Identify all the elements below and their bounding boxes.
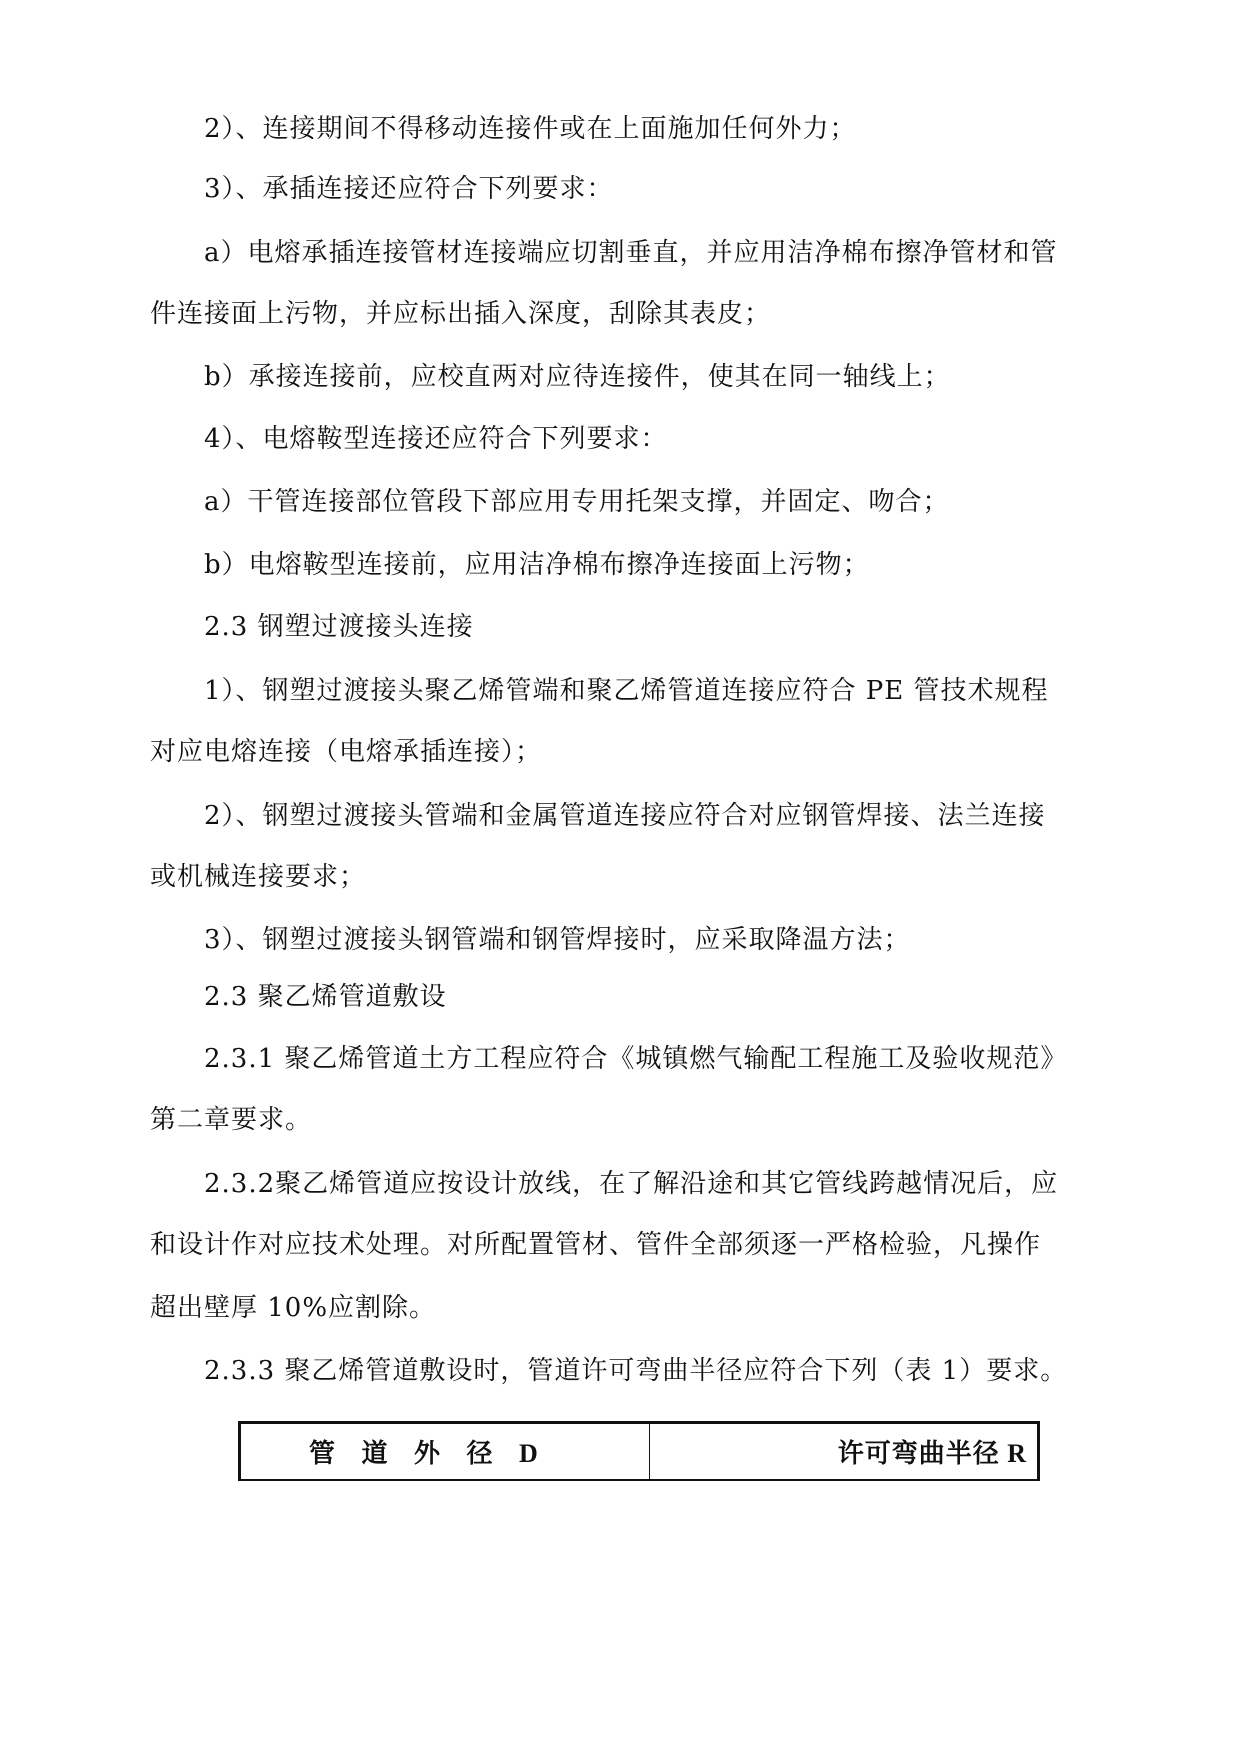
paragraph-line: b）电熔鞍型连接前，应用洁净棉布擦净连接面上污物；	[204, 550, 870, 580]
paragraph-line: b）承接连接前，应校直两对应待连接件，使其在同一轴线上；	[204, 362, 951, 392]
paragraph-line: 2.3.1 聚乙烯管道土方工程应符合《城镇燃气输配工程施工及验收规范》	[204, 1044, 1068, 1074]
paragraph-line: 3）、钢塑过渡接头钢管端和钢管焊接时，应采取降温方法；	[204, 925, 911, 955]
paragraph-line: 超出壁厚 10%应割除。	[150, 1293, 437, 1323]
paragraph-line: 和设计作对应技术处理。对所配置管材、管件全部须逐一严格检验，凡操作	[150, 1230, 1042, 1260]
bend-radius-table	[238, 1421, 1040, 1481]
paragraph-line: 2）、连接期间不得移动连接件或在上面施加任何外力；	[204, 114, 857, 144]
section-heading: 2.3 钢塑过渡接头连接	[204, 612, 474, 642]
paragraph-line: 或机械连接要求；	[150, 862, 367, 892]
paragraph-line: 对应电熔连接（电熔承插连接）；	[150, 737, 543, 767]
paragraph-line: 2.3.3 聚乙烯管道敷设时，管道许可弯曲半径应符合下列（表 1）要求。	[204, 1356, 1068, 1386]
paragraph-line: 件连接面上污物，并应标出插入深度，刮除其表皮；	[150, 299, 772, 329]
paragraph-line: 4）、电熔鞍型连接还应符合下列要求：	[204, 424, 668, 454]
table-header-diameter: 管 道 外 径 D	[241, 1424, 650, 1479]
table-header-bend-radius: 许可弯曲半径 R	[837, 1439, 1027, 1468]
paragraph-line: 1）、钢塑过渡接头聚乙烯管端和聚乙烯管道连接应符合 PE 管技术规程	[204, 676, 1049, 706]
paragraph-line: a）干管连接部位管段下部应用专用托架支撑，并固定、吻合；	[204, 487, 950, 517]
paragraph-line: 2）、钢塑过渡接头管端和金属管道连接应符合对应钢管焊接、法兰连接	[204, 801, 1046, 831]
section-heading: 2.3 聚乙烯管道敷设	[204, 982, 447, 1012]
paragraph-line: 2.3.2聚乙烯管道应按设计放线，在了解沿途和其它管线跨越情况后，应	[204, 1169, 1059, 1199]
paragraph-line: 3）、承插连接还应符合下列要求：	[204, 174, 614, 204]
paragraph-line: 第二章要求。	[150, 1105, 313, 1135]
paragraph-line: a）电熔承插连接管材连接端应切割垂直，并应用洁净棉布擦净管材和管	[204, 238, 1058, 268]
